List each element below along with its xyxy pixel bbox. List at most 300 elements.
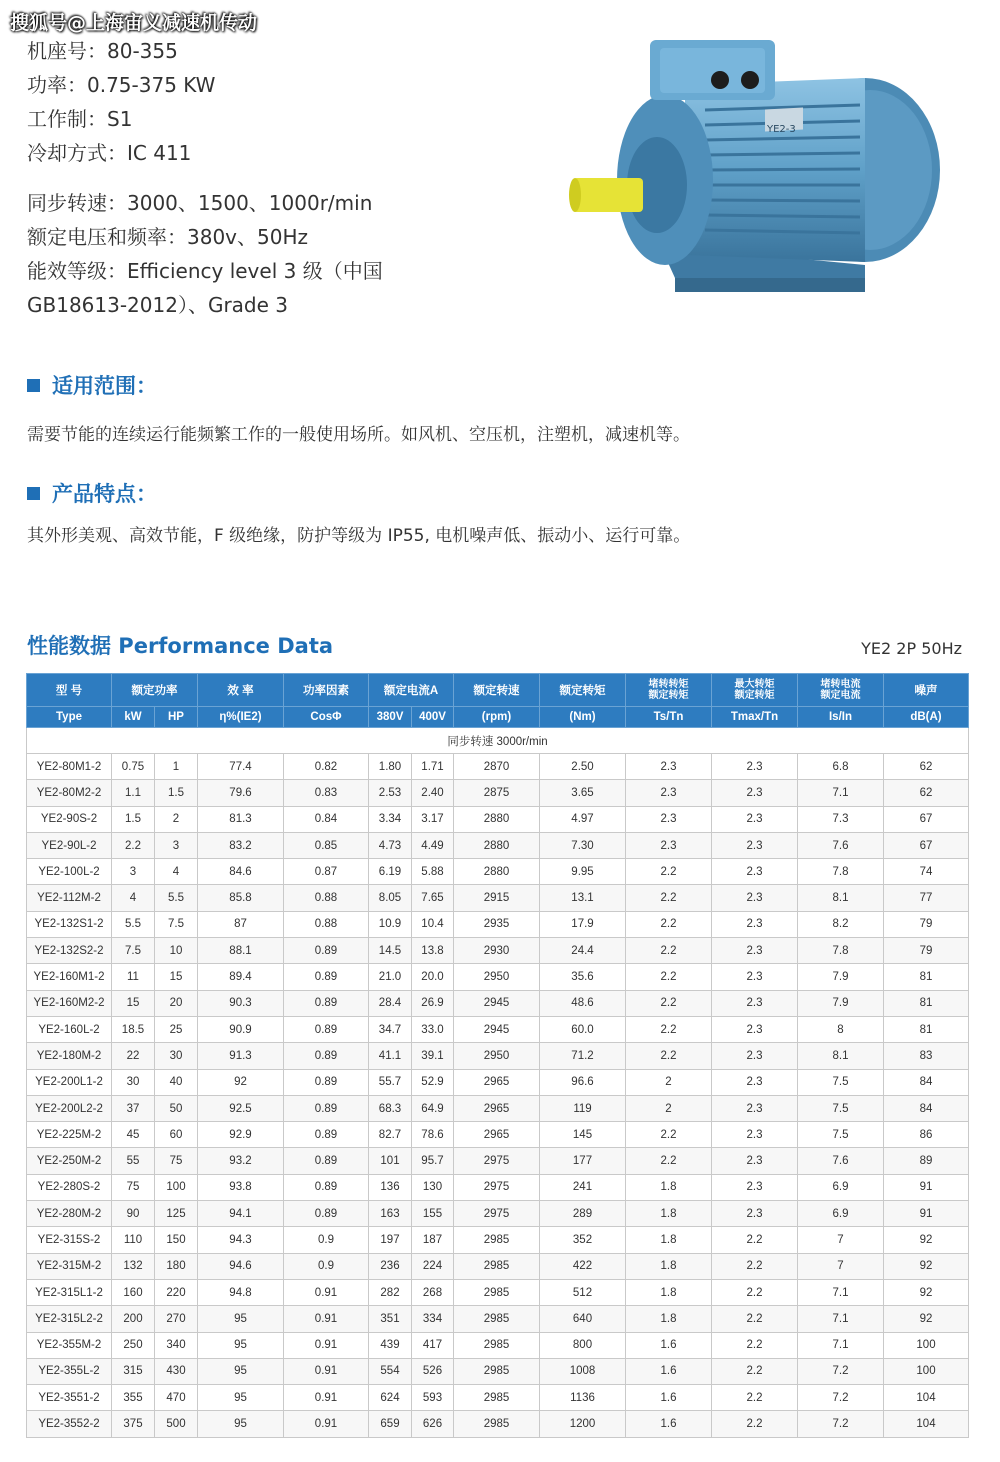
cell-380v: 2.53 [369,780,412,806]
sub-isin: Is/In [798,707,884,728]
cell-kw: 1.1 [112,780,155,806]
sub-eff: η%(IE2) [198,707,284,728]
table-row [27,1385,969,1411]
cell-cos: 0.91 [284,1358,369,1384]
cell-hp: 1 [155,754,198,780]
spec-cooling: 冷却方式：IC 411 [27,141,192,165]
cell-kw: 15 [112,990,155,1016]
performance-table [26,673,969,1438]
cell-400v: 95.7 [412,1148,454,1174]
cell-tmaxtn: 2.2 [712,1253,798,1279]
cell-cos: 0.89 [284,1016,369,1042]
cell-isin: 7.8 [798,938,884,964]
features-title: 产品特点： [52,482,157,506]
sub-cos: CosΦ [284,707,369,728]
sub-hp: HP [155,707,198,728]
cell-eff: 95 [198,1411,284,1437]
cell-tmaxtn: 2.3 [712,1148,798,1174]
cell-rpm: 2875 [454,780,540,806]
cell-nm: 119 [540,1095,626,1121]
cell-380v: 8.05 [369,885,412,911]
cell-kw: 132 [112,1253,155,1279]
cell-db: 100 [884,1332,969,1358]
scope-title: 适用范围： [52,374,157,398]
cell-nm: 17.9 [540,911,626,937]
cell-isin: 8 [798,1016,884,1042]
cell-isin: 7.6 [798,832,884,858]
cell-kw: 160 [112,1279,155,1305]
cell-tmaxtn: 2.2 [712,1358,798,1384]
table-row [27,1069,969,1095]
cell-cos: 0.91 [284,1332,369,1358]
table-row [27,1279,969,1305]
cell-tstn: 2.3 [626,806,712,832]
cell-eff: 92 [198,1069,284,1095]
cell-tmaxtn: 2.3 [712,1174,798,1200]
cell-db: 74 [884,859,969,885]
cell-kw: 22 [112,1043,155,1069]
cell-hp: 100 [155,1174,198,1200]
cell-eff: 83.2 [198,832,284,858]
cell-hp: 125 [155,1201,198,1227]
cell-nm: 60.0 [540,1016,626,1042]
cell-eff: 77.4 [198,754,284,780]
cell-db: 81 [884,1016,969,1042]
cell-type: YE2-200L1-2 [27,1069,112,1095]
cell-isin: 7 [798,1253,884,1279]
sub-nm: (Nm) [540,707,626,728]
cell-tmaxtn: 2.3 [712,990,798,1016]
cell-isin: 7 [798,1227,884,1253]
cell-type: YE2-3551-2 [27,1385,112,1411]
cell-eff: 87 [198,911,284,937]
cell-hp: 430 [155,1358,198,1384]
cell-380v: 55.7 [369,1069,412,1095]
cell-cos: 0.91 [284,1306,369,1332]
table-row [27,832,969,858]
table-row [27,990,969,1016]
cell-type: YE2-90S-2 [27,806,112,832]
cell-tmaxtn: 2.3 [712,780,798,806]
cell-db: 92 [884,1306,969,1332]
cell-db: 62 [884,754,969,780]
cell-cos: 0.91 [284,1279,369,1305]
cell-380v: 163 [369,1201,412,1227]
cell-hp: 20 [155,990,198,1016]
cell-hp: 7.5 [155,911,198,937]
table-row [27,1227,969,1253]
cell-type: YE2-160M2-2 [27,990,112,1016]
cell-kw: 0.75 [112,754,155,780]
cell-eff: 94.3 [198,1227,284,1253]
cell-400v: 3.17 [412,806,454,832]
cell-rpm: 2915 [454,885,540,911]
cell-isin: 8.2 [798,911,884,937]
cell-400v: 10.4 [412,911,454,937]
cell-kw: 55 [112,1148,155,1174]
cell-eff: 89.4 [198,964,284,990]
cell-rpm: 2985 [454,1227,540,1253]
sub-380v: 380V [369,707,412,728]
cell-isin: 7.2 [798,1385,884,1411]
cell-380v: 624 [369,1385,412,1411]
cell-tmaxtn: 2.3 [712,1122,798,1148]
cell-db: 91 [884,1174,969,1200]
cell-hp: 10 [155,938,198,964]
cell-type: YE2-315M-2 [27,1253,112,1279]
cell-isin: 7.9 [798,964,884,990]
spec-speed: 同步转速：3000、1500、1000r/min [27,191,373,215]
cell-tmaxtn: 2.2 [712,1306,798,1332]
cell-nm: 96.6 [540,1069,626,1095]
cell-kw: 355 [112,1385,155,1411]
cell-tstn: 1.6 [626,1332,712,1358]
scope-heading [27,370,157,400]
cell-nm: 71.2 [540,1043,626,1069]
cell-kw: 4 [112,885,155,911]
cell-isin: 7.2 [798,1358,884,1384]
cell-eff: 94.1 [198,1201,284,1227]
cell-cos: 0.83 [284,780,369,806]
cell-hp: 4 [155,859,198,885]
cell-rpm: 2985 [454,1332,540,1358]
col-locked-torque: 堵转转矩 额定转矩 [626,674,712,707]
cell-400v: 4.49 [412,832,454,858]
features-text: 其外形美观、高效节能，F 级绝缘，防护等级为 IP55, 电机噪声低、振动小、运行可靠。 [27,526,691,546]
cell-cos: 0.88 [284,885,369,911]
cell-rpm: 2985 [454,1279,540,1305]
cell-type: YE2-160L-2 [27,1016,112,1042]
cell-400v: 417 [412,1332,454,1358]
cell-380v: 28.4 [369,990,412,1016]
performance-model-frequency: YE2 2P 50Hz [861,639,962,658]
cell-rpm: 2985 [454,1306,540,1332]
spec-efficiency-line2: GB18613-2012）、Grade 3 [27,293,289,317]
cell-tstn: 2.2 [626,885,712,911]
cell-type: YE2-3552-2 [27,1411,112,1437]
cell-db: 79 [884,911,969,937]
table-row [27,1148,969,1174]
spec-list [27,34,383,322]
cell-tstn: 2.3 [626,832,712,858]
cell-kw: 45 [112,1122,155,1148]
cell-hp: 25 [155,1016,198,1042]
cell-tstn: 2.2 [626,859,712,885]
cell-tmaxtn: 2.3 [712,1095,798,1121]
cell-type: YE2-132S2-2 [27,938,112,964]
section-square-icon [27,379,40,392]
cell-nm: 512 [540,1279,626,1305]
cell-hp: 5.5 [155,885,198,911]
cell-tmaxtn: 2.2 [712,1227,798,1253]
cell-kw: 375 [112,1411,155,1437]
cell-eff: 92.5 [198,1095,284,1121]
cell-hp: 2 [155,806,198,832]
cell-nm: 1008 [540,1358,626,1384]
nameplate-text: YE2-3 [767,124,796,135]
cell-db: 77 [884,885,969,911]
cell-400v: 334 [412,1306,454,1332]
cell-db: 81 [884,990,969,1016]
cell-tstn: 2.3 [626,754,712,780]
cell-type: YE2-355M-2 [27,1332,112,1358]
cell-kw: 1.5 [112,806,155,832]
cell-nm: 422 [540,1253,626,1279]
cell-cos: 0.91 [284,1385,369,1411]
cell-tstn: 2.2 [626,911,712,937]
cell-tstn: 1.8 [626,1201,712,1227]
cell-kw: 18.5 [112,1016,155,1042]
cell-cos: 0.89 [284,1122,369,1148]
cell-400v: 2.40 [412,780,454,806]
cell-isin: 8.1 [798,885,884,911]
cell-kw: 2.2 [112,832,155,858]
cell-rpm: 2935 [454,911,540,937]
table-row [27,911,969,937]
cell-isin: 6.8 [798,754,884,780]
cell-tmaxtn: 2.3 [712,964,798,990]
cell-380v: 659 [369,1411,412,1437]
cell-kw: 11 [112,964,155,990]
cell-type: YE2-80M2-2 [27,780,112,806]
cell-isin: 7.5 [798,1069,884,1095]
cell-db: 86 [884,1122,969,1148]
cell-db: 92 [884,1253,969,1279]
cell-db: 83 [884,1043,969,1069]
features-heading [27,478,157,508]
table-row [27,885,969,911]
sub-tstn: Ts/Tn [626,707,712,728]
cell-nm: 289 [540,1201,626,1227]
cell-db: 92 [884,1227,969,1253]
cell-db: 92 [884,1279,969,1305]
table-row [27,1174,969,1200]
cell-isin: 7.5 [798,1122,884,1148]
cell-type: YE2-100L-2 [27,859,112,885]
cell-tstn: 2.2 [626,1148,712,1174]
cell-isin: 7.3 [798,806,884,832]
cell-kw: 30 [112,1069,155,1095]
cell-nm: 145 [540,1122,626,1148]
cell-rpm: 2985 [454,1253,540,1279]
cell-tstn: 2.3 [626,780,712,806]
cell-eff: 95 [198,1306,284,1332]
cell-tstn: 1.8 [626,1253,712,1279]
cell-hp: 1.5 [155,780,198,806]
cell-380v: 68.3 [369,1095,412,1121]
spec-efficiency-line1: 能效等级：Efficiency level 3 级（中国 [27,259,383,283]
table-row [27,1332,969,1358]
col-locked-current: 堵转电流 额定电流 [798,674,884,707]
cell-tmaxtn: 2.3 [712,1016,798,1042]
cell-isin: 6.9 [798,1174,884,1200]
cell-tstn: 2.2 [626,990,712,1016]
cell-nm: 640 [540,1306,626,1332]
cell-tmaxtn: 2.2 [712,1279,798,1305]
cell-tstn: 1.6 [626,1385,712,1411]
cell-isin: 7.8 [798,859,884,885]
cell-isin: 7.1 [798,1279,884,1305]
cell-tmaxtn: 2.3 [712,754,798,780]
cell-tmaxtn: 2.3 [712,885,798,911]
cell-tmaxtn: 2.3 [712,938,798,964]
col-current: 额定电流A [369,674,454,707]
cell-kw: 110 [112,1227,155,1253]
cell-type: YE2-280M-2 [27,1201,112,1227]
cell-380v: 439 [369,1332,412,1358]
cell-nm: 35.6 [540,964,626,990]
cell-isin: 7.1 [798,1306,884,1332]
cell-type: YE2-315S-2 [27,1227,112,1253]
cell-cos: 0.9 [284,1253,369,1279]
cell-db: 79 [884,938,969,964]
spec-frame: 机座号：80-355 [27,39,178,63]
col-power-factor: 功率因素 [284,674,369,707]
cell-tstn: 2 [626,1095,712,1121]
cell-kw: 3 [112,859,155,885]
cell-nm: 800 [540,1332,626,1358]
cell-tmaxtn: 2.3 [712,859,798,885]
table-row [27,1095,969,1121]
sub-rpm: (rpm) [454,707,540,728]
cell-isin: 7.9 [798,990,884,1016]
table-row [27,859,969,885]
cell-400v: 78.6 [412,1122,454,1148]
cell-nm: 7.30 [540,832,626,858]
cell-rpm: 2930 [454,938,540,964]
cell-type: YE2-180M-2 [27,1043,112,1069]
cell-380v: 6.19 [369,859,412,885]
cell-eff: 84.6 [198,859,284,885]
spec-voltage: 额定电压和频率：380v、50Hz [27,225,308,249]
cell-isin: 7.5 [798,1095,884,1121]
table-row [27,964,969,990]
cell-db: 67 [884,832,969,858]
cell-nm: 24.4 [540,938,626,964]
cell-nm: 241 [540,1174,626,1200]
cell-380v: 4.73 [369,832,412,858]
table-row [27,1122,969,1148]
cell-tstn: 2.2 [626,964,712,990]
cell-kw: 250 [112,1332,155,1358]
cell-isin: 7.2 [798,1411,884,1437]
cell-kw: 75 [112,1174,155,1200]
cell-cos: 0.84 [284,806,369,832]
cell-nm: 4.97 [540,806,626,832]
section-square-icon [27,487,40,500]
cell-nm: 13.1 [540,885,626,911]
cell-380v: 3.34 [369,806,412,832]
cell-cos: 0.89 [284,1201,369,1227]
scope-text: 需要节能的连续运行能频繁工作的一般使用场所。如风机、空压机，注塑机，减速机等。 [27,425,690,445]
cell-tstn: 1.6 [626,1358,712,1384]
cell-cos: 0.91 [284,1411,369,1437]
cell-400v: 33.0 [412,1016,454,1042]
cell-380v: 101 [369,1148,412,1174]
cell-400v: 526 [412,1358,454,1384]
table-row [27,1201,969,1227]
spec-duty: 工作制：S1 [27,107,133,131]
cell-400v: 130 [412,1174,454,1200]
cell-tmaxtn: 2.3 [712,911,798,937]
cell-nm: 1136 [540,1385,626,1411]
cell-cos: 0.89 [284,964,369,990]
cell-tstn: 2.2 [626,938,712,964]
sync-speed-row: 同步转速 3000r/min [27,728,969,754]
cell-tmaxtn: 2.3 [712,832,798,858]
cell-380v: 82.7 [369,1122,412,1148]
cell-eff: 93.2 [198,1148,284,1174]
cell-eff: 91.3 [198,1043,284,1069]
cell-isin: 8.1 [798,1043,884,1069]
cell-isin: 6.9 [798,1201,884,1227]
cell-hp: 470 [155,1385,198,1411]
cell-rpm: 2880 [454,832,540,858]
cell-db: 100 [884,1358,969,1384]
cell-400v: 39.1 [412,1043,454,1069]
table-row [27,1016,969,1042]
cell-400v: 13.8 [412,938,454,964]
cell-db: 62 [884,780,969,806]
cell-nm: 177 [540,1148,626,1174]
cell-tstn: 2.2 [626,1043,712,1069]
cell-400v: 7.65 [412,885,454,911]
cell-db: 89 [884,1148,969,1174]
cell-hp: 220 [155,1279,198,1305]
cell-400v: 5.88 [412,859,454,885]
cell-rpm: 2945 [454,990,540,1016]
cell-rpm: 2950 [454,964,540,990]
cell-type: YE2-280S-2 [27,1174,112,1200]
cell-type: YE2-315L2-2 [27,1306,112,1332]
cell-rpm: 2945 [454,1016,540,1042]
cell-rpm: 2880 [454,859,540,885]
cell-cos: 0.88 [284,911,369,937]
cell-kw: 90 [112,1201,155,1227]
cell-eff: 85.8 [198,885,284,911]
cell-eff: 95 [198,1332,284,1358]
cell-400v: 268 [412,1279,454,1305]
cell-rpm: 2880 [454,806,540,832]
cell-400v: 187 [412,1227,454,1253]
sub-kw: kW [112,707,155,728]
cell-tstn: 1.8 [626,1174,712,1200]
cell-db: 91 [884,1201,969,1227]
cell-380v: 351 [369,1306,412,1332]
cell-hp: 150 [155,1227,198,1253]
cell-380v: 136 [369,1174,412,1200]
cell-rpm: 2965 [454,1122,540,1148]
performance-rows [27,754,969,1438]
cell-type: YE2-160M1-2 [27,964,112,990]
cell-type: YE2-200L2-2 [27,1095,112,1121]
cell-tmaxtn: 2.3 [712,1069,798,1095]
sub-400v: 400V [412,707,454,728]
cell-eff: 93.8 [198,1174,284,1200]
cell-type: YE2-80M1-2 [27,754,112,780]
cell-cos: 0.89 [284,1174,369,1200]
cell-eff: 79.6 [198,780,284,806]
table-row [27,1043,969,1069]
cell-db: 84 [884,1069,969,1095]
cell-cos: 0.89 [284,1069,369,1095]
col-torque: 额定转矩 [540,674,626,707]
cell-tmaxtn: 2.2 [712,1332,798,1358]
cell-nm: 9.95 [540,859,626,885]
col-max-torque: 最大转矩 额定转矩 [712,674,798,707]
cell-eff: 94.8 [198,1279,284,1305]
table-row [27,1306,969,1332]
